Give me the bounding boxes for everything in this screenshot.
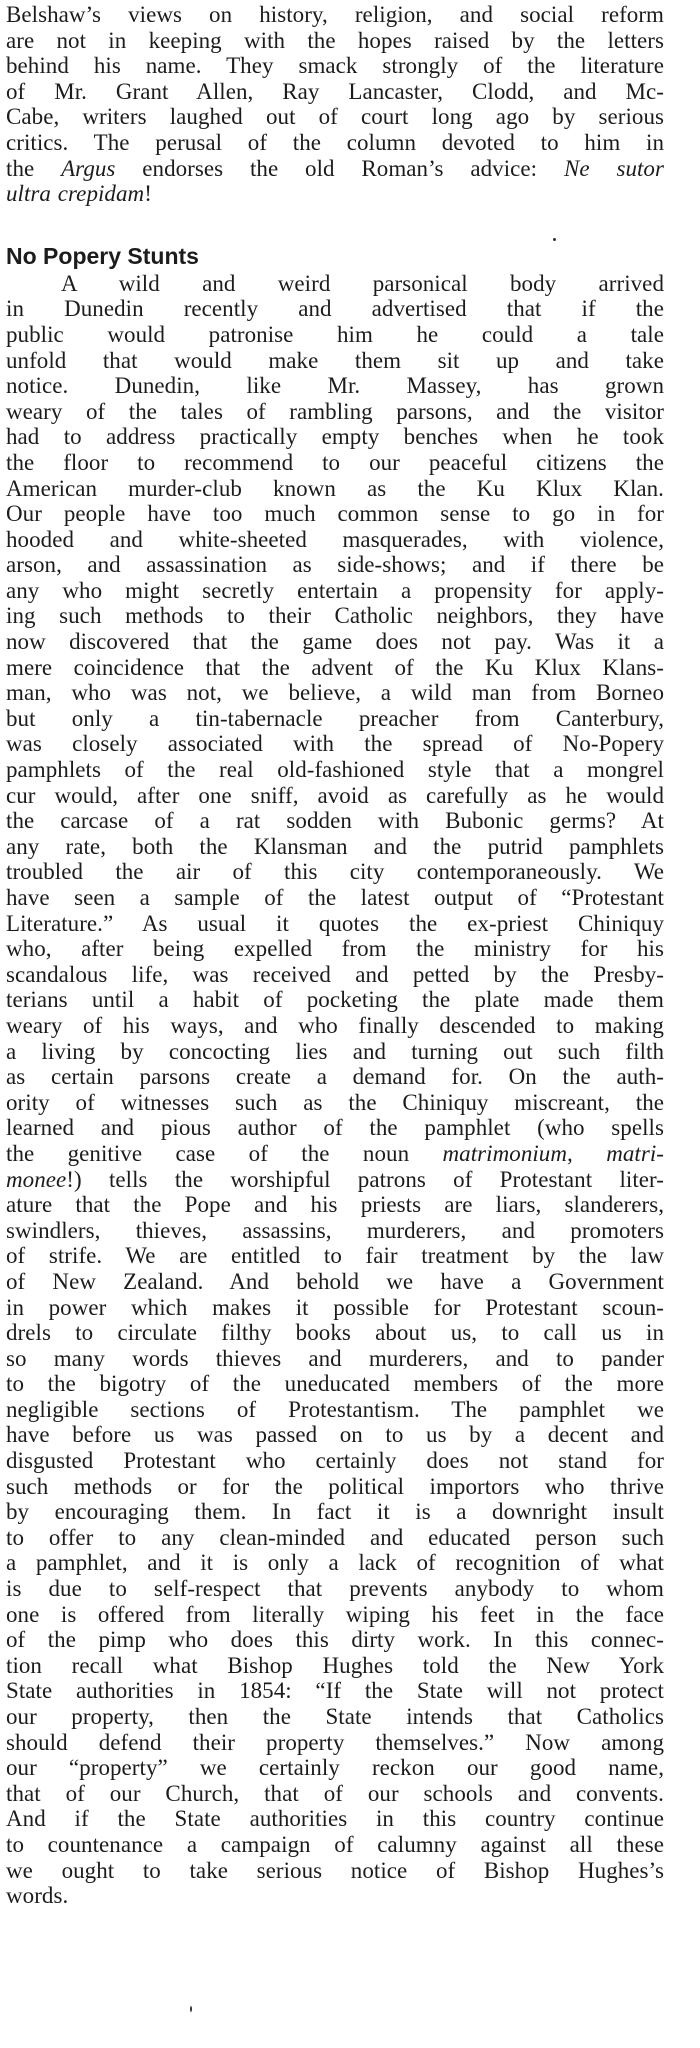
- text-line: to offer to any clean-minded and educated person such: [6, 1524, 664, 1550]
- text-line: any who might secretly entertain a propensity for apply-: [6, 577, 664, 603]
- text-line: weary of the tales of rambling parsons, and the visitor: [6, 398, 664, 424]
- text-line: [6, 1167, 664, 1193]
- text-line: drels to circulate filthy books about us, to call us in: [6, 1320, 664, 1346]
- text-line: by encouraging them. In fact it is a downright insult: [6, 1499, 664, 1525]
- text-line: swindlers, thieves, assassins, murderers, and promoters: [6, 1217, 664, 1243]
- text-line: words.: [6, 1883, 69, 1909]
- text-run: endorses the old Roman’s advice:: [115, 155, 564, 181]
- text-line: And if the State authorities in this country continue: [6, 1806, 664, 1832]
- text-line: A wild and weird parsonical body arrived: [61, 270, 664, 296]
- text-line: of Mr. Grant Allen, Ray Lancaster, Clodd, and Mc-: [6, 78, 664, 104]
- text-line: was closely associated with the spread of No-Popery: [6, 731, 664, 757]
- text-line: have seen a sample of the latest output of “Protestant: [6, 885, 664, 910]
- text-line: hooded and white-sheeted masquerades, with violence,: [6, 526, 664, 552]
- text-line: ature that the Pope and his priests are liars, slanderers,: [6, 1192, 664, 1218]
- text-line: the carcase of a rat sodden with Bubonic germs? At: [6, 808, 664, 834]
- text-line: we ought to take serious notice of Bishop Hughes’s: [6, 1857, 664, 1883]
- text-line: troubled the air of this city contemporaneously. We: [6, 859, 664, 885]
- text-line: any rate, both the Klansman and the putrid pamphlets: [6, 833, 664, 859]
- text-line: unfold that would make them sit up and take: [6, 347, 664, 373]
- text-line: our “property” we certainly reckon our good name,: [6, 1755, 664, 1781]
- text-line: is due to self-respect that prevents anybody to whom: [6, 1576, 664, 1602]
- text-run: the genitive case of the noun: [6, 1140, 443, 1166]
- text-line: [6, 181, 664, 207]
- text-line: our property, then the State intends that Catholics: [6, 1704, 664, 1729]
- print-speck: [190, 2006, 192, 2012]
- text-line: arson, and assassination as side-shows; and if there be: [6, 552, 664, 578]
- text-line: of the pimp who does this dirty work. In this connec-: [6, 1627, 664, 1653]
- text-line: should defend their property themselves.” Now among: [6, 1729, 664, 1755]
- text-line: had to address practically empty benches when he took: [6, 424, 664, 450]
- text-line: cur would, after one sniff, avoid as carefully as he would: [6, 782, 664, 808]
- text-line: pamphlets of the real old-fashioned style that a mongrel: [6, 757, 664, 783]
- text-run: !: [144, 181, 152, 207]
- text-line: man, who was not, we believe, a wild man from Borneo: [6, 680, 664, 706]
- text-line: Belshaw’s views on history, religion, and social reform: [6, 2, 664, 27]
- latin-word: matrimonium, matri-: [442, 1140, 664, 1166]
- text-line: mere coincidence that the advent of the Ku Klux Klans-: [6, 654, 664, 680]
- text-line: to countenance a campaign of calumny against all these: [6, 1831, 664, 1857]
- text-line: American murder-club known as the Ku Klux Klan.: [6, 475, 664, 501]
- text-line: such methods or for the political importors who thrive: [6, 1473, 664, 1499]
- text-line: in Dunedin recently and advertised that if the: [6, 296, 664, 322]
- text-line: Literature.” As usual it quotes the ex-priest Chiniquy: [6, 910, 664, 936]
- section-heading: No Popery Stunts: [6, 242, 199, 269]
- text-line: tion recall what Bishop Hughes told the New York: [6, 1652, 664, 1678]
- text-line: critics. The perusal of the column devoted to him in: [6, 129, 664, 155]
- text-line: [6, 156, 664, 182]
- text-line: so many words thieves and murderers, and to pander: [6, 1345, 664, 1371]
- text-line: [6, 1141, 664, 1167]
- text-line: a pamphlet, and it is only a lack of recognition of what: [6, 1550, 664, 1576]
- text-line: as certain parsons create a demand for. On the auth-: [6, 1064, 664, 1090]
- newspaper-title: Argus: [61, 155, 116, 181]
- text-line: in power which makes it possible for Protestant scoun-: [6, 1294, 664, 1320]
- text-line: public would patronise him he could a tale: [6, 321, 664, 347]
- text-line: Our people have too much common sense to go in for: [6, 501, 664, 527]
- text-line: who, after being expelled from the ministry for his: [6, 936, 664, 962]
- text-line: that of our Church, that of our schools and convents.: [6, 1780, 664, 1806]
- text-line: Cabe, writers laughed out of court long ago by serious: [6, 104, 664, 130]
- text-line: ing such methods to their Catholic neighbors, they have: [6, 603, 664, 629]
- text-line: the floor to recommend to our peaceful citizens the: [6, 449, 664, 475]
- text-line: one is offered from literally wiping his feet in the face: [6, 1601, 664, 1627]
- text-line: scandalous life, was received and petted by the Presby-: [6, 961, 664, 987]
- text-line: disgusted Protestant who certainly does not stand for: [6, 1448, 664, 1474]
- text-line: negligible sections of Protestantism. The pamphlet we: [6, 1396, 664, 1422]
- text-line: have before us was passed on to us by a decent and: [6, 1422, 664, 1448]
- latin-word: monee: [6, 1166, 67, 1192]
- text-run: !) tells the worshipful patrons of Protestant liter-: [66, 1166, 664, 1192]
- text-run: the: [6, 155, 62, 181]
- text-line: of strife. We are entitled to fair treatment by the law: [6, 1243, 664, 1269]
- text-line: State authorities in 1854: “If the State will not protect: [6, 1678, 664, 1704]
- text-line: of New Zealand. And behold we have a Government: [6, 1268, 664, 1294]
- text-line: terians until a habit of pocketing the plate made them: [6, 987, 664, 1013]
- text-line: learned and pious author of the pamphlet (who spells: [6, 1115, 664, 1141]
- text-line: weary of his ways, and who finally descended to making: [6, 1012, 664, 1038]
- text-line: to the bigotry of the uneducated members of the more: [6, 1371, 664, 1397]
- text-line: ority of witnesses such as the Chiniquy miscreant, the: [6, 1089, 664, 1115]
- document-page: [6, 2, 664, 1909]
- latin-phrase: ultra crepidam: [6, 181, 145, 207]
- text-line: behind his name. They smack strongly of the literature: [6, 53, 664, 79]
- text-line: now discovered that the game does not pay. Was it a: [6, 629, 664, 655]
- latin-phrase: Ne sutor: [563, 155, 664, 181]
- section-body-continued: [6, 1192, 664, 1883]
- text-line: a living by concocting lies and turning out such filth: [6, 1038, 664, 1064]
- text-line: but only a tin-tabernacle preacher from Canterbury,: [6, 705, 664, 731]
- intro-paragraph: [6, 2, 664, 207]
- section-body: [6, 271, 664, 1141]
- print-speck: [553, 238, 556, 241]
- text-line: are not in keeping with the hopes raised by the letters: [6, 27, 664, 53]
- text-line: notice. Dunedin, like Mr. Massey, has grown: [6, 373, 664, 399]
